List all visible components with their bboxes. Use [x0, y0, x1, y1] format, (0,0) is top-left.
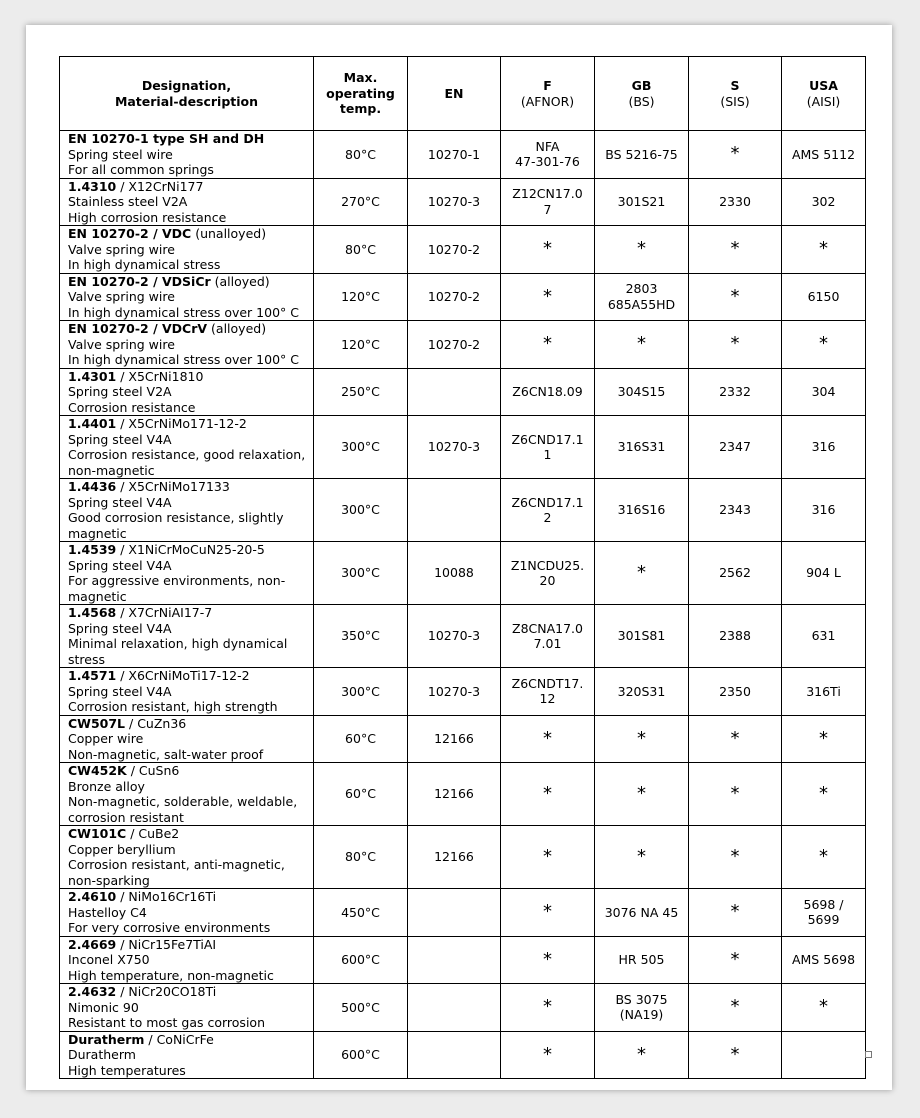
sis-cell: 2350: [689, 668, 782, 716]
bs-cell: [595, 826, 689, 889]
max-temp-cell: 300°C: [314, 542, 408, 605]
asterisk-mark: *: [730, 333, 740, 354]
material-code: 1.4568: [68, 605, 117, 620]
material-code: 2.4669: [68, 936, 117, 952]
alloy-designation: / CuBe2: [126, 826, 180, 841]
sis-cell: [689, 1031, 782, 1079]
aisi-cell: 316Ti: [782, 668, 866, 716]
description-line: High temperature, non-magnetic: [68, 967, 274, 983]
table-row: [60, 889, 866, 937]
description-line: Inconel X750: [68, 952, 150, 967]
en-cell: 12166: [408, 763, 501, 826]
asterisk-mark: *: [637, 1043, 646, 1065]
material-code: 2.4632: [68, 984, 117, 999]
max-temp-cell: 500°C: [314, 984, 408, 1032]
aisi-cell: AMS 5112: [782, 131, 866, 179]
asterisk-mark: *: [543, 948, 552, 970]
description-line: Minimal relaxation, high dynamical: [68, 636, 288, 651]
bs-cell: [595, 1031, 689, 1079]
en-cell: 10270-3: [408, 605, 501, 668]
afnor-cell: [501, 984, 595, 1032]
asterisk-mark: *: [819, 845, 828, 867]
alloy-designation: / X7CrNiAI17-7: [116, 605, 213, 620]
bs-cell: BS 3075 (NA19): [595, 984, 689, 1032]
sis-cell: 2388: [689, 605, 782, 668]
header-max-temp: Max. operating temp.: [314, 57, 408, 131]
description-line: Valve spring wire: [68, 336, 175, 352]
description-line: Corrosion resistant, high strength: [68, 699, 278, 714]
table-row: [60, 826, 866, 889]
table-row: [60, 479, 866, 542]
bs-cell: 304S15: [595, 368, 689, 416]
alloy-designation: / X5CrNiMo171-12-2: [116, 416, 247, 431]
description-line: Valve spring wire: [68, 241, 175, 257]
material-description-cell: [60, 273, 314, 321]
material-description-cell: [60, 542, 314, 605]
sis-cell: 2562: [689, 542, 782, 605]
description-line: Spring steel wire: [68, 146, 173, 162]
max-temp-cell: 600°C: [314, 1031, 408, 1079]
asterisk-mark: *: [637, 561, 646, 583]
aisi-cell: AMS 5698: [782, 936, 866, 984]
en-cell: [408, 984, 501, 1032]
material-code: CW101C: [68, 826, 127, 841]
material-code: CW507L: [68, 715, 126, 731]
asterisk-mark: *: [543, 996, 552, 1017]
bs-cell: 2803 685A55HD: [595, 273, 689, 321]
afnor-cell: [501, 763, 595, 826]
material-description-cell: [60, 178, 314, 226]
document-page: [26, 25, 892, 1090]
en-cell: 10270-3: [408, 668, 501, 716]
asterisk-mark: *: [543, 901, 552, 922]
alloy-designation: / CuZn36: [125, 715, 187, 731]
table-row: [60, 605, 866, 668]
max-temp-cell: 600°C: [314, 936, 408, 984]
table-row: [60, 368, 866, 416]
material-description-cell: [60, 368, 314, 416]
description-line: magnetic: [68, 525, 127, 541]
asterisk-mark: *: [637, 727, 646, 749]
table-row: [60, 1031, 866, 1079]
alloy-designation: / X1NiCrMoCuN25-20-5: [116, 542, 265, 557]
max-temp-cell: 250°C: [314, 368, 408, 416]
description-line: For all common springs: [68, 162, 214, 177]
table-row: [60, 763, 866, 826]
en-cell: [408, 889, 501, 937]
material-description-cell: [60, 763, 314, 826]
table-row: [60, 131, 866, 179]
material-description-cell: [60, 131, 314, 179]
header-s-sis: S (SIS): [689, 57, 782, 131]
table-row: [60, 178, 866, 226]
sis-cell: [689, 763, 782, 826]
sis-cell: [689, 226, 782, 274]
description-line: non-magnetic: [68, 462, 155, 478]
material-code: EN 10270-2 / VDCrV: [68, 321, 208, 336]
en-cell: [408, 936, 501, 984]
alloy-designation: (unalloyed): [191, 226, 267, 241]
bs-cell: 316S31: [595, 416, 689, 479]
asterisk-mark: *: [637, 238, 646, 259]
table-row: [60, 416, 866, 479]
description-line: Resistant to most gas corrosion: [68, 1015, 265, 1030]
en-cell: 10270-3: [408, 416, 501, 479]
description-line: Nimonic 90: [68, 999, 139, 1015]
bs-cell: [595, 763, 689, 826]
bs-cell: BS 5216-75: [595, 131, 689, 179]
max-temp-cell: 60°C: [314, 715, 408, 763]
table-header-row: [60, 57, 866, 131]
sis-cell: 2330: [689, 178, 782, 226]
description-line: stress: [68, 651, 105, 667]
max-temp-cell: 60°C: [314, 763, 408, 826]
max-temp-cell: 80°C: [314, 226, 408, 274]
alloy-designation: / X5CrNiMo17133: [116, 479, 230, 494]
en-cell: [408, 368, 501, 416]
material-code: CW452K: [68, 763, 127, 778]
description-line: In high dynamical stress: [68, 257, 221, 272]
material-description-cell: [60, 984, 314, 1032]
afnor-cell: [501, 889, 595, 937]
sis-cell: [689, 273, 782, 321]
asterisk-mark: *: [730, 238, 740, 259]
description-line: Spring steel V2A: [68, 384, 172, 399]
description-line: For aggressive environments, non-: [68, 573, 286, 588]
alloy-designation: / X5CrNi1810: [116, 368, 204, 384]
aisi-cell: 5698 / 5699: [782, 889, 866, 937]
afnor-cell: Z1NCDU25. 20: [501, 542, 595, 605]
bs-cell: HR 505: [595, 936, 689, 984]
material-description-cell: [60, 321, 314, 369]
description-line: Bronze alloy: [68, 778, 145, 794]
description-line: Spring steel V4A: [68, 557, 172, 573]
asterisk-mark: *: [819, 727, 828, 749]
aisi-cell: [782, 984, 866, 1032]
alloy-designation: / CoNiCrFe: [144, 1031, 214, 1047]
aisi-cell: 904 L: [782, 542, 866, 605]
sis-cell: [689, 131, 782, 179]
table-row: [60, 668, 866, 716]
alloy-designation: (alloyed): [210, 273, 270, 289]
alloy-designation: / NiMo16Cr16Ti: [116, 889, 217, 904]
material-description-cell: [60, 1031, 314, 1079]
description-line: Corrosion resistance: [68, 399, 196, 415]
material-code: EN 10270-2 / VDSiCr: [68, 273, 211, 289]
asterisk-mark: *: [543, 727, 552, 749]
asterisk-mark: *: [543, 782, 552, 804]
afnor-cell: Z6CND17.1 1: [501, 416, 595, 479]
material-code: EN 10270-1 type SH and DH: [68, 131, 265, 146]
bs-cell: 301S21: [595, 178, 689, 226]
asterisk-mark: *: [730, 1043, 740, 1065]
asterisk-mark: *: [543, 845, 552, 867]
description-line: High temperatures: [68, 1062, 186, 1078]
description-line: corrosion resistant: [68, 809, 184, 825]
material-description-cell: [60, 715, 314, 763]
max-temp-cell: 300°C: [314, 416, 408, 479]
table-body: [60, 131, 866, 1079]
header-designation: Designation, Material-description: [60, 57, 314, 131]
bs-cell: 316S16: [595, 479, 689, 542]
afnor-cell: [501, 1031, 595, 1079]
description-line: Corrosion resistance, good relaxation,: [68, 447, 306, 462]
material-code: 1.4539: [68, 542, 117, 557]
asterisk-mark: *: [730, 143, 740, 164]
material-description-cell: [60, 605, 314, 668]
asterisk-mark: *: [730, 782, 740, 804]
material-description-cell: [60, 416, 314, 479]
afnor-cell: [501, 826, 595, 889]
table-row: [60, 715, 866, 763]
afnor-cell: [501, 226, 595, 274]
description-line: magnetic: [68, 588, 127, 604]
alloy-designation: / NiCr20CO18Ti: [116, 984, 217, 999]
description-line: Duratherm: [68, 1047, 136, 1062]
asterisk-mark: *: [730, 845, 740, 867]
header-usa-aisi: USA (AISI): [782, 57, 866, 131]
aisi-cell: [782, 1031, 866, 1079]
sis-cell: [689, 984, 782, 1032]
max-temp-cell: 350°C: [314, 605, 408, 668]
sis-cell: 2343: [689, 479, 782, 542]
material-description-cell: [60, 936, 314, 984]
en-cell: 10270-2: [408, 273, 501, 321]
aisi-cell: 316: [782, 416, 866, 479]
description-line: High corrosion resistance: [68, 209, 227, 225]
en-cell: [408, 1031, 501, 1079]
material-description-cell: [60, 668, 314, 716]
description-line: Corrosion resistant, anti-magnetic,: [68, 857, 285, 872]
bs-cell: [595, 321, 689, 369]
description-line: Copper beryllium: [68, 841, 176, 857]
en-cell: 10270-1: [408, 131, 501, 179]
material-code: Duratherm: [68, 1031, 145, 1047]
en-cell: 12166: [408, 826, 501, 889]
asterisk-mark: *: [543, 1043, 552, 1065]
asterisk-mark: *: [637, 845, 646, 867]
description-line: Spring steel V4A: [68, 683, 172, 699]
alloy-designation: / X6CrNiMoTi17-12-2: [116, 668, 250, 683]
max-temp-cell: 120°C: [314, 273, 408, 321]
asterisk-mark: *: [543, 238, 552, 259]
material-description-cell: [60, 226, 314, 274]
afnor-cell: [501, 321, 595, 369]
asterisk-mark: *: [819, 238, 828, 259]
afnor-cell: Z6CND17.1 2: [501, 479, 595, 542]
description-line: In high dynamical stress over 100° C: [68, 352, 299, 367]
max-temp-cell: 300°C: [314, 668, 408, 716]
max-temp-cell: 450°C: [314, 889, 408, 937]
en-cell: 10088: [408, 542, 501, 605]
header-gb-bs: GB (BS): [595, 57, 689, 131]
en-cell: 12166: [408, 715, 501, 763]
description-line: Non-magnetic, salt-water proof: [68, 746, 264, 762]
aisi-cell: 631: [782, 605, 866, 668]
afnor-cell: Z6CNDT17. 12: [501, 668, 595, 716]
material-description-cell: [60, 826, 314, 889]
aisi-cell: [782, 226, 866, 274]
afnor-cell: [501, 715, 595, 763]
bs-cell: 301S81: [595, 605, 689, 668]
description-line: In high dynamical stress over 100° C: [68, 304, 299, 320]
table-row: [60, 984, 866, 1032]
spring-wire-material-table: [59, 56, 866, 1079]
material-code: 1.4436: [68, 479, 117, 494]
sis-cell: [689, 715, 782, 763]
table-row: [60, 321, 866, 369]
sis-cell: [689, 889, 782, 937]
material-code: EN 10270-2 / VDC: [68, 226, 192, 241]
afnor-cell: [501, 936, 595, 984]
table-row: [60, 273, 866, 321]
bs-cell: [595, 226, 689, 274]
header-en: EN: [408, 57, 501, 131]
description-line: For very corrosive environments: [68, 920, 271, 935]
material-description-cell: [60, 889, 314, 937]
asterisk-mark: *: [819, 333, 828, 354]
material-code: 1.4401: [68, 416, 117, 431]
description-line: Stainless steel V2A: [68, 194, 188, 209]
bs-cell: 320S31: [595, 668, 689, 716]
description-line: Hastelloy C4: [68, 904, 147, 920]
max-temp-cell: 120°C: [314, 321, 408, 369]
table-row: [60, 936, 866, 984]
aisi-cell: 6150: [782, 273, 866, 321]
afnor-cell: NFA 47-301-76: [501, 131, 595, 179]
aisi-cell: [782, 763, 866, 826]
asterisk-mark: *: [637, 782, 646, 804]
asterisk-mark: *: [543, 333, 552, 354]
material-code: 1.4310: [68, 178, 117, 194]
aisi-cell: [782, 715, 866, 763]
asterisk-mark: *: [730, 901, 740, 922]
header-f-afnor: F (AFNOR): [501, 57, 595, 131]
aisi-cell: 316: [782, 479, 866, 542]
bs-cell: 3076 NA 45: [595, 889, 689, 937]
table-row: [60, 542, 866, 605]
asterisk-mark: *: [730, 727, 740, 749]
material-code: 1.4571: [68, 668, 117, 683]
en-cell: [408, 479, 501, 542]
asterisk-mark: *: [543, 285, 552, 307]
sis-cell: 2332: [689, 368, 782, 416]
alloy-designation: / NiCr15Fe7TiAI: [116, 936, 217, 952]
aisi-cell: [782, 826, 866, 889]
description-line: Spring steel V4A: [68, 620, 172, 636]
description-line: non-sparking: [68, 872, 150, 888]
description-line: Spring steel V4A: [68, 431, 172, 447]
description-line: Good corrosion resistance, slightly: [68, 510, 284, 525]
afnor-cell: [501, 273, 595, 321]
afnor-cell: Z6CN18.09: [501, 368, 595, 416]
alloy-designation: / CuSn6: [126, 763, 180, 778]
material-description-cell: [60, 479, 314, 542]
aisi-cell: 304: [782, 368, 866, 416]
en-cell: 10270-2: [408, 226, 501, 274]
max-temp-cell: 80°C: [314, 826, 408, 889]
sis-cell: [689, 321, 782, 369]
asterisk-mark: *: [730, 996, 740, 1017]
max-temp-cell: 300°C: [314, 479, 408, 542]
en-cell: 10270-3: [408, 178, 501, 226]
material-code: 2.4610: [68, 889, 117, 904]
asterisk-mark: *: [819, 782, 828, 804]
table-row: [60, 226, 866, 274]
max-temp-cell: 80°C: [314, 131, 408, 179]
asterisk-mark: *: [637, 333, 646, 354]
asterisk-mark: *: [819, 996, 828, 1017]
max-temp-cell: 270°C: [314, 178, 408, 226]
asterisk-mark: *: [730, 285, 740, 307]
bs-cell: [595, 542, 689, 605]
alloy-designation: (alloyed): [207, 321, 267, 336]
description-line: Copper wire: [68, 731, 144, 746]
description-line: Valve spring wire: [68, 289, 175, 304]
en-cell: 10270-2: [408, 321, 501, 369]
sis-cell: [689, 826, 782, 889]
resize-handle[interactable]: [865, 1051, 872, 1058]
description-line: Spring steel V4A: [68, 494, 172, 510]
bs-cell: [595, 715, 689, 763]
sis-cell: [689, 936, 782, 984]
material-code: 1.4301: [68, 368, 117, 384]
afnor-cell: Z8CNA17.0 7.01: [501, 605, 595, 668]
asterisk-mark: *: [730, 948, 740, 970]
description-line: Non-magnetic, solderable, weldable,: [68, 794, 298, 809]
sis-cell: 2347: [689, 416, 782, 479]
aisi-cell: [782, 321, 866, 369]
aisi-cell: 302: [782, 178, 866, 226]
alloy-designation: / X12CrNi177: [116, 178, 204, 194]
afnor-cell: Z12CN17.0 7: [501, 178, 595, 226]
